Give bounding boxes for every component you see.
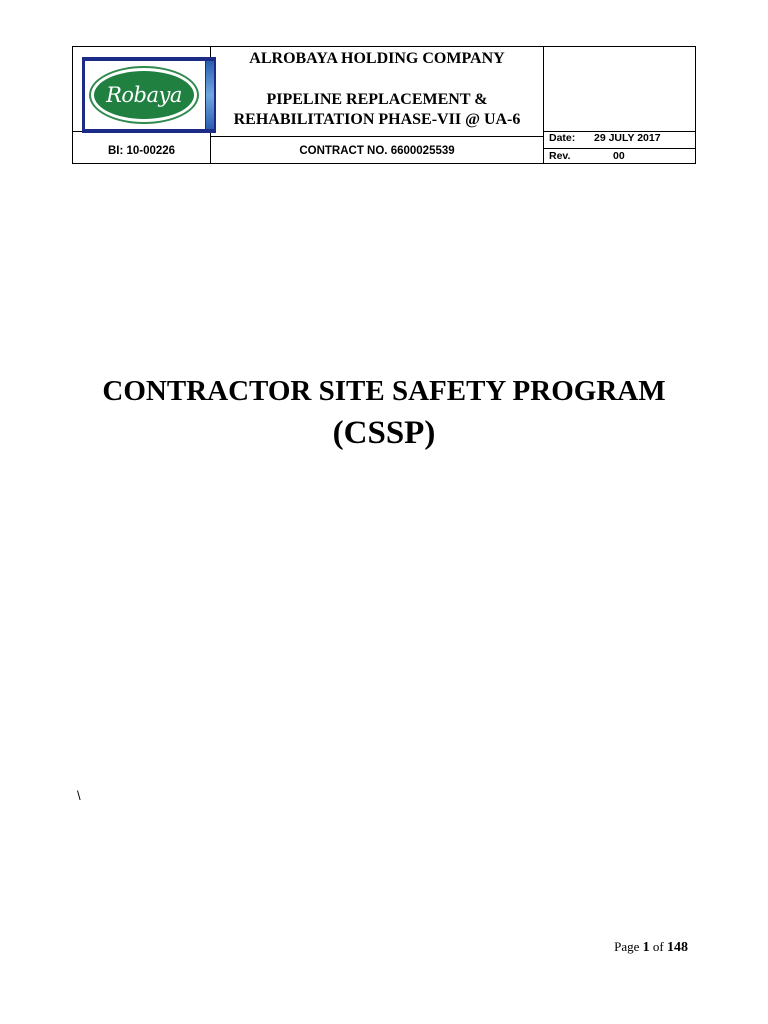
date-label: Date: [549,132,576,144]
rev-value: 00 [613,150,625,162]
document-subtitle: (CSSP) [332,415,436,451]
document-header-table [72,46,696,164]
date-value: 29 JULY 2017 [594,132,661,144]
company-logo [82,57,216,133]
rev-label: Rev. [549,150,571,162]
page-of: of [652,939,664,954]
project-title-line1: PIPELINE REPLACEMENT & [266,91,488,108]
project-title [211,90,543,130]
page-number [614,939,688,956]
bi-number: BI: 10-00226 [107,145,176,157]
stray-mark: \ [77,788,81,803]
document-title: CONTRACTOR SITE SAFETY PROGRAM [102,375,666,407]
header-divider [543,47,544,164]
header-divider [543,148,696,149]
company-name: ALROBAYA HOLDING COMPANY [249,50,505,67]
page-total: 148 [667,940,688,955]
project-title-line2: REHABILITATION PHASE-VII @ UA-6 [233,111,521,128]
logo-text: Robaya [106,83,182,107]
page-word: Page [614,939,640,954]
page-current: 1 [642,940,650,955]
contract-number: CONTRACT NO. 6600025539 [299,145,455,157]
